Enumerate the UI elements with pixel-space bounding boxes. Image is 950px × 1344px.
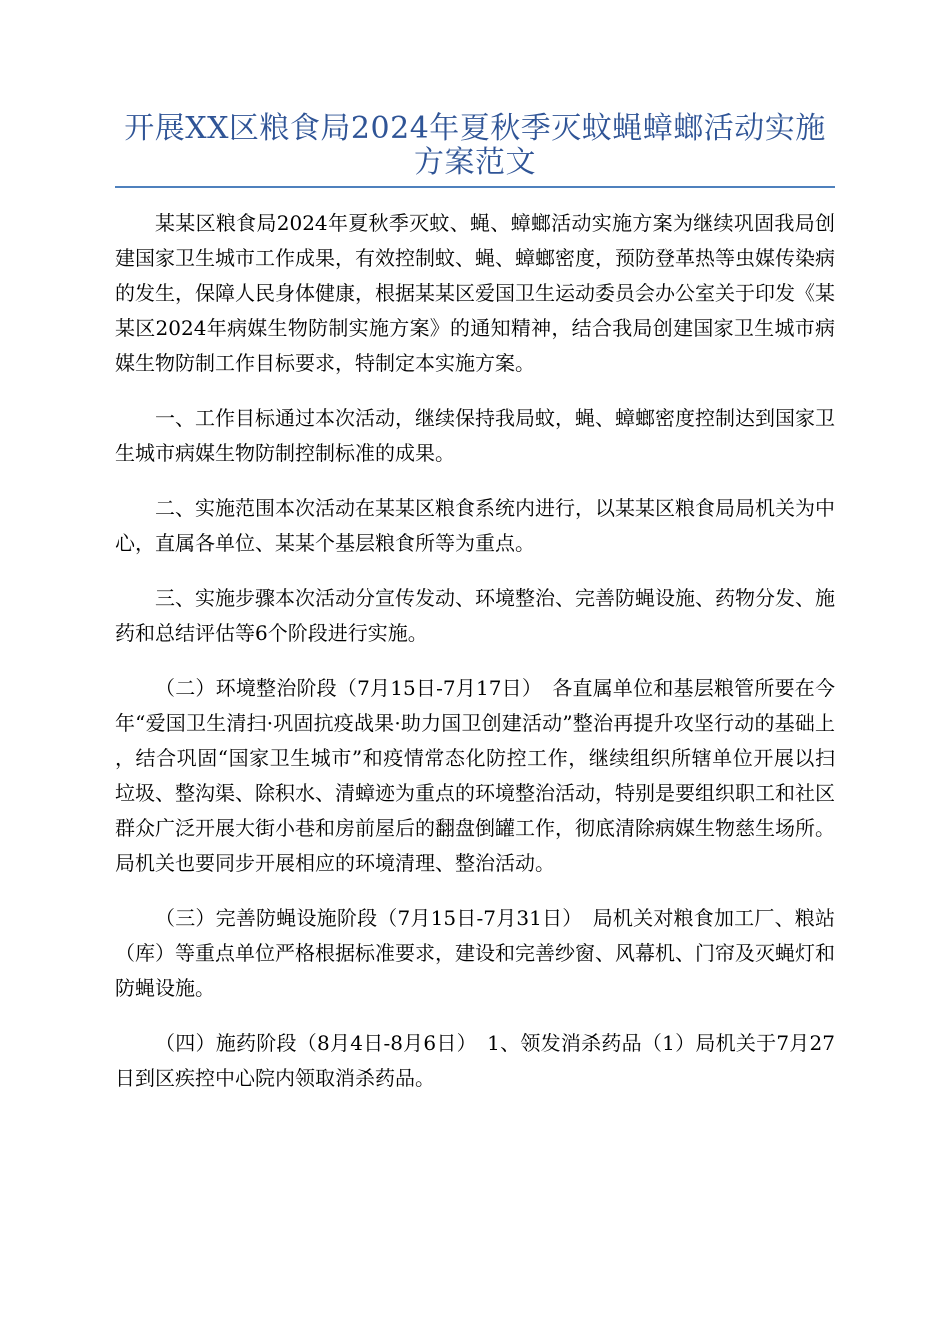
- document-body: [115, 206, 835, 1116]
- title-underline: [115, 186, 835, 188]
- stage-environment-cleanup: （二）环境整治阶段（7月15日-7月17日） 各直属单位和基层粮管所要在今年“爱国卫生清扫·巩固抗疫战果·助力国卫创建活动”整治再提升攻坚行动的基础上，结合巩固“国家卫生城市”和疫情常态化防控工作，继续组织所辖单位开展以扫垃圾、整沟渠、除积水、清蟑迹为重点的环境整治活动，特别是要组织职工和社区群众广泛开展大街小巷和房前屋后的翻盘倒罐工作，彻底清除病媒生物慈生场所。局机关也要同步开展相应的环境清理、整治活动。: [115, 676, 835, 875]
- stage-pesticide: （四）施药阶段（8月4日-8月6日） 1、领发消杀药品（1）局机关于7月27日到区疾控中心院内领取消杀药品。: [115, 1031, 835, 1090]
- intro-paragraph: 某某区粮食局2024年夏秋季灭蚊、蝇、蟑螂活动实施方案为继续巩固我局创建国家卫生城市工作成果，有效控制蚊、蝇、蟑螂密度，预防登革热等虫媒传染病的发生，保障人民身体健康，根据某某区爱国卫生运动委员会办公室关于印发《某某区2024年病媒生物防制实施方案》的通知精神，结合我局创建国家卫生城市病媒生物防制工作目标要求，特制定本实施方案。: [115, 211, 835, 375]
- stage-fly-prevention: （三）完善防蝇设施阶段（7月15日-7月31日） 局机关对粮食加工厂、粮站（库）等重点单位严格根据标准要求，建设和完善纱窗、风幕机、门帘及灭蝇灯和防蝇设施。: [115, 906, 835, 1000]
- section-steps: 三、实施步骤本次活动分宣传发动、环境整治、完善防蝇设施、药物分发、施药和总结评估等6个阶段进行实施。: [115, 586, 835, 645]
- section-work-goal: 一、工作目标通过本次活动，继续保持我局蚊，蝇、蟑螂密度控制达到国家卫生城市病媒生物防制控制标准的成果。: [115, 406, 835, 465]
- document-title: 开展XX区粮食局2024年夏秋季灭蚊蝇蟑螂活动实施方案范文: [124, 111, 826, 180]
- section-scope: 二、实施范围本次活动在某某区粮食系统内进行，以某某区粮食局局机关为中心，直属各单位、某某个基层粮食所等为重点。: [115, 496, 835, 555]
